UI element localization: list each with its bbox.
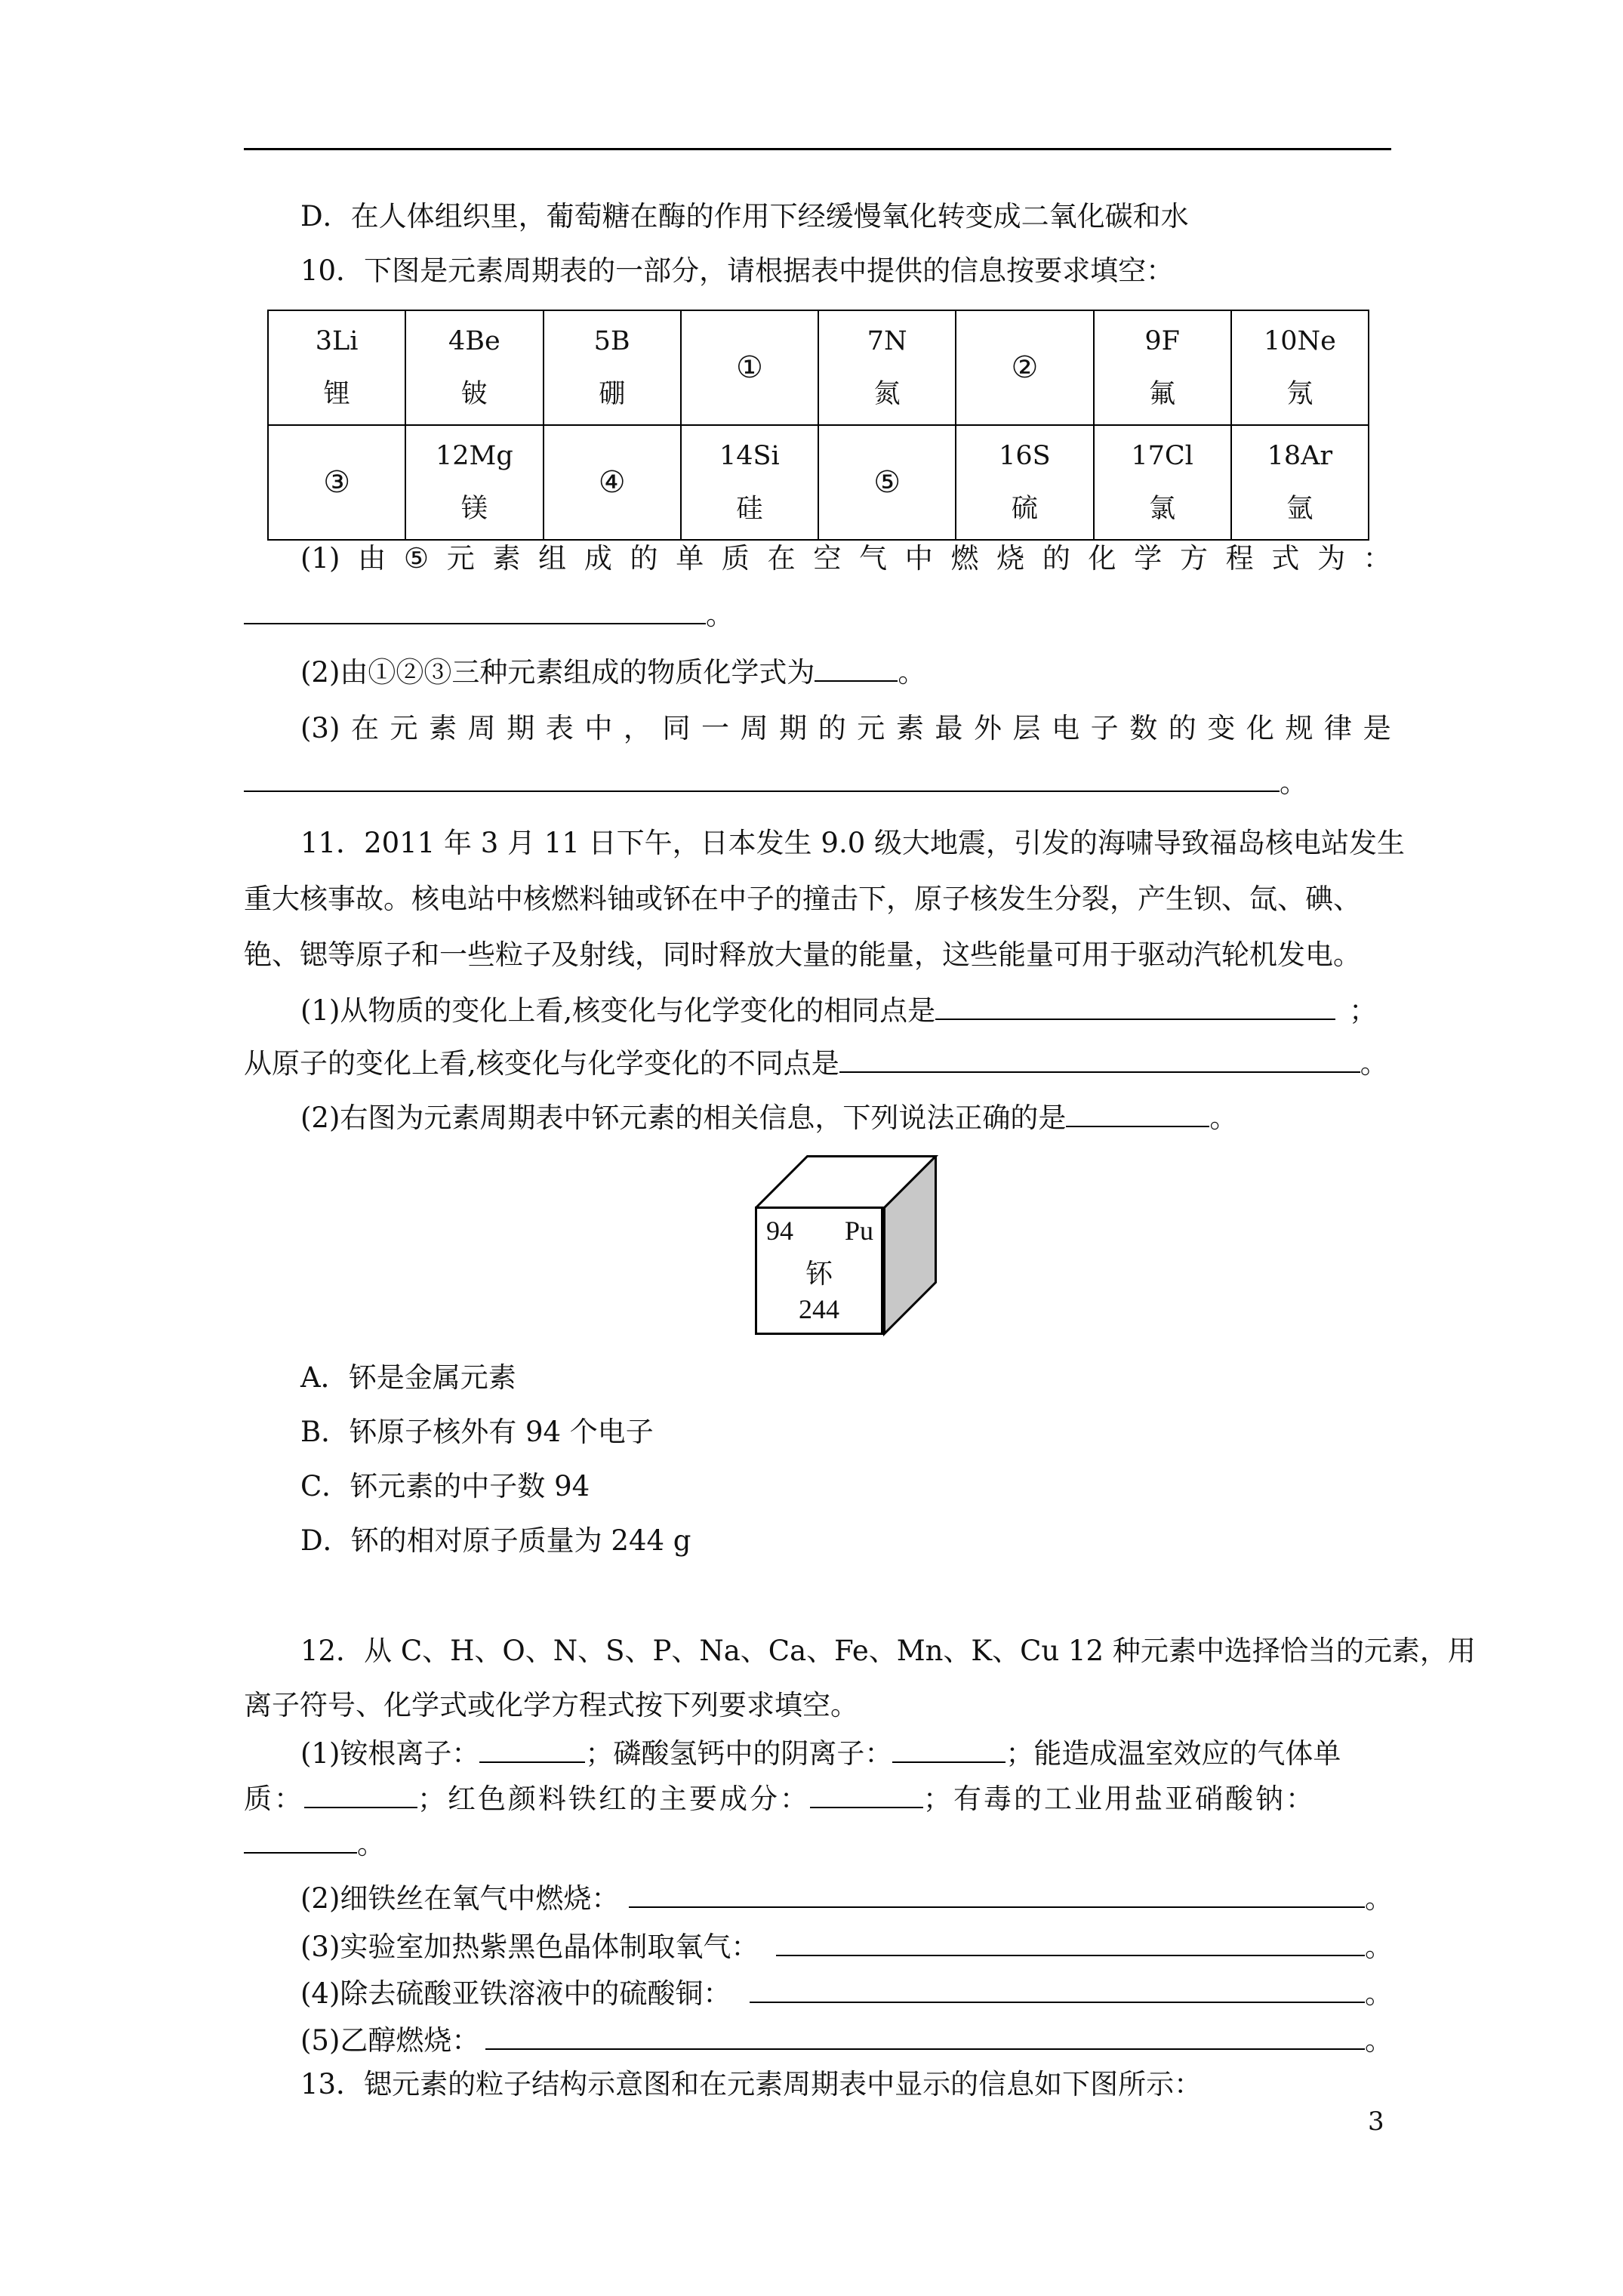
q12-line1: 12．从 C、H、O、N、S、P、Na、Ca、Fe、Mn、K、Cu 12 种元素中选择恰当的元素，用: [300, 1635, 1476, 1667]
element-symbol: 4Be: [448, 326, 500, 356]
atomic-mass: 244: [799, 1294, 839, 1324]
table-cell-element: [405, 425, 543, 540]
card-front: [755, 1207, 883, 1335]
answer-blank[interactable]: [935, 993, 1335, 1020]
text-glyph: 最: [935, 712, 963, 744]
text-glyph: 周: [740, 712, 768, 744]
element-symbol: 16S: [999, 441, 1051, 471]
text-glyph: 周: [467, 712, 496, 744]
q9-option-d: D．在人体组织里，葡萄糖在酶的作用下经缓慢氧化转变成二氧化碳和水: [300, 200, 1189, 233]
answer-blank[interactable]: [244, 765, 1280, 792]
element-name: 氯: [1149, 494, 1176, 524]
q11-line3: 铯、锶等原子和一些粒子及射线，同时释放大量的能量，这些能量可用于驱动汽轮机发电。: [244, 938, 1361, 971]
answer-blank[interactable]: [244, 1826, 357, 1854]
table-cell-element: [1231, 310, 1369, 425]
header-rule: [244, 148, 1391, 150]
text-glyph: ：: [1363, 542, 1391, 575]
q11-line1: 11．2011 年 3 月 11 日下午，日本发生 9.0 级大地震，引发的海啸导致福岛核电站发生: [300, 827, 1406, 859]
text-glyph: 的: [630, 542, 658, 575]
answer-blank[interactable]: [629, 1881, 1365, 1908]
q11-option-d: D．钚的相对原子质量为 244 g: [300, 1524, 691, 1557]
text-glyph: 组: [538, 542, 567, 575]
element-symbol: 10Ne: [1263, 326, 1336, 356]
text-glyph: 一: [701, 712, 730, 744]
q11-part2: (2)右图为元素周期表中钚元素的相关信息，下列说法正确的是 。: [300, 1102, 1238, 1134]
element-name: 钚: [805, 1259, 833, 1289]
element-symbol: 7N: [867, 326, 907, 356]
atomic-number: 94: [766, 1216, 793, 1246]
answer-blank[interactable]: [839, 1046, 1360, 1073]
text-glyph: 的: [1168, 712, 1196, 744]
table-cell-element: [544, 310, 681, 425]
q12-line2: 离子符号、化学式或化学方程式按下列要求填空。: [244, 1689, 858, 1721]
text-glyph: 化: [1088, 542, 1116, 575]
q11-option-b: B．钚原子核外有 94 个电子: [300, 1416, 654, 1448]
q10-part3-answer-line: 。: [244, 764, 1307, 802]
text-glyph: 的: [818, 712, 846, 744]
text-glyph: 在: [350, 712, 379, 744]
text-glyph: ，: [623, 712, 651, 744]
text-glyph: (3): [300, 712, 340, 744]
text-glyph: 方: [1179, 542, 1208, 575]
text-glyph: 在: [767, 542, 796, 575]
q12-part1-line3: 。: [244, 1826, 385, 1863]
text-glyph: 质: [721, 542, 750, 575]
answer-blank[interactable]: [485, 2023, 1365, 2050]
text-glyph: 律: [1324, 712, 1353, 744]
element-name: 硅: [736, 494, 763, 524]
text-glyph: 元: [857, 712, 885, 744]
text-glyph: 空: [813, 542, 842, 575]
text-glyph: 素: [895, 712, 924, 744]
q12-part2: (2)细铁丝在氧气中燃烧： 。: [300, 1882, 1393, 1915]
text-glyph: 同: [662, 712, 691, 744]
table-cell-blank-marker: ②: [956, 310, 1093, 425]
text-glyph: 素: [492, 542, 521, 575]
text-glyph: 子: [1090, 712, 1119, 744]
answer-blank[interactable]: [1066, 1100, 1209, 1127]
table-cell-element: [268, 310, 405, 425]
text-glyph: 素: [429, 712, 457, 744]
text-glyph: 表: [545, 712, 574, 744]
answer-blank[interactable]: [892, 1736, 1006, 1763]
text-glyph: 烧: [996, 542, 1025, 575]
element-name: 铍: [460, 379, 488, 409]
table-cell-blank-marker: ⑤: [818, 425, 956, 540]
plutonium-element-card: [755, 1155, 940, 1336]
answer-blank[interactable]: [750, 1976, 1365, 2003]
element-symbol: 9F: [1144, 326, 1180, 356]
text-glyph: 层: [1012, 712, 1041, 744]
table-cell-element: [956, 425, 1093, 540]
table-cell-blank-marker: ③: [268, 425, 405, 540]
text-glyph: 外: [973, 712, 1002, 744]
q11-option-c: C．钚元素的中子数 94: [300, 1470, 590, 1502]
element-name: 氖: [1286, 379, 1313, 409]
text-glyph: 成: [584, 542, 612, 575]
q10-part1-answer-line: 。: [244, 596, 734, 634]
q13-title: 13．锶元素的粒子结构示意图和在元素周期表中显示的信息如下图所示：: [300, 2068, 1203, 2100]
text-glyph: 燃: [950, 542, 979, 575]
answer-blank[interactable]: [776, 1929, 1365, 1956]
text-glyph: 期: [507, 712, 535, 744]
periodic-table-fragment: [267, 310, 1369, 541]
text-glyph: 电: [1052, 712, 1080, 744]
text-glyph: 学: [1134, 542, 1163, 575]
q11-part1a: (1)从物质的变化上看,核变化与化学变化的相同点是 ；: [300, 994, 1378, 1027]
q12-part1-line1: (1)铵根离子： ；磷酸氢钙中的阴离子： ；能造成温室效应的气体单: [300, 1737, 1341, 1770]
text-glyph: 中: [584, 712, 613, 744]
table-cell-blank-marker: ①: [681, 310, 818, 425]
table-cell-blank-marker: ④: [544, 425, 681, 540]
text-glyph: 化: [1246, 712, 1274, 744]
table-cell-element: [818, 310, 956, 425]
q10-part2: (2)由①②③三种元素组成的物质化学式为 。: [300, 656, 926, 689]
element-name: 氮: [873, 379, 901, 409]
text-glyph: 元: [446, 542, 475, 575]
q12-part1-line2: 质： ；红色颜料铁红的主要成分： ；有毒的工业用盐亚硝酸钠：: [244, 1783, 1316, 1815]
text-glyph: 式: [1271, 542, 1300, 575]
element-symbol: 18Ar: [1267, 441, 1333, 471]
q11-line2: 重大核事故。核电站中核燃料铀或钚在中子的撞击下，原子核发生分裂，产生钡、氙、碘、: [244, 883, 1361, 915]
answer-blank[interactable]: [479, 1736, 585, 1763]
page-number: 3: [1368, 2106, 1384, 2137]
text-glyph: 单: [676, 542, 704, 575]
text-glyph: 数: [1129, 712, 1158, 744]
answer-blank[interactable]: [810, 1781, 923, 1808]
element-name: 硼: [599, 379, 626, 409]
element-symbol: 3Li: [315, 326, 359, 356]
table-cell-element: [1231, 425, 1369, 540]
q10-title: 10．下图是元素周期表的一部分，请根据表中提供的信息按要求填空：: [300, 254, 1175, 287]
element-name: 氩: [1286, 494, 1313, 524]
text-glyph: 变: [1207, 712, 1236, 744]
text-glyph: 的: [1042, 542, 1070, 575]
text-glyph: 中: [904, 542, 933, 575]
answer-blank[interactable]: [815, 655, 898, 682]
text-glyph: 是: [1363, 712, 1391, 744]
element-name: 锂: [323, 379, 350, 409]
element-symbol: 17Cl: [1131, 441, 1193, 471]
q10-part1: [300, 540, 1391, 578]
text-glyph: 规: [1285, 712, 1313, 744]
text-glyph: (1): [300, 542, 340, 575]
text-glyph: 程: [1225, 542, 1254, 575]
element-symbol: Pu: [844, 1216, 873, 1246]
q12-part3: (3)实验室加热紫黑色晶体制取氧气： 。: [300, 1931, 1393, 1963]
element-symbol: 14Si: [719, 441, 780, 471]
answer-blank[interactable]: [244, 597, 706, 624]
element-name: 镁: [460, 494, 488, 524]
q11-option-a: A．钚是金属元素: [300, 1361, 516, 1394]
table-cell-element: [681, 425, 818, 540]
text-glyph: ⑤: [403, 542, 429, 575]
element-symbol: 5B: [593, 326, 630, 356]
q12-part5: (5)乙醇燃烧： 。: [300, 2024, 1393, 2057]
text-glyph: 由: [358, 542, 387, 575]
element-name: 硫: [1011, 494, 1038, 524]
q11-part1b: 从原子的变化上看,核变化与化学变化的不同点是 。: [244, 1047, 1388, 1080]
text-glyph: 元: [390, 712, 418, 744]
text-glyph: 期: [779, 712, 808, 744]
q12-part4: (4)除去硫酸亚铁溶液中的硫酸铜： 。: [300, 1977, 1393, 2010]
table-cell-element: [405, 310, 543, 425]
element-symbol: 12Mg: [435, 441, 513, 471]
answer-blank[interactable]: [304, 1781, 417, 1808]
q10-part3: [300, 710, 1391, 747]
text-glyph: 为: [1317, 542, 1346, 575]
table-cell-element: [1094, 425, 1231, 540]
element-name: 氟: [1149, 379, 1176, 409]
table-cell-element: [1094, 310, 1231, 425]
text-glyph: 气: [859, 542, 888, 575]
